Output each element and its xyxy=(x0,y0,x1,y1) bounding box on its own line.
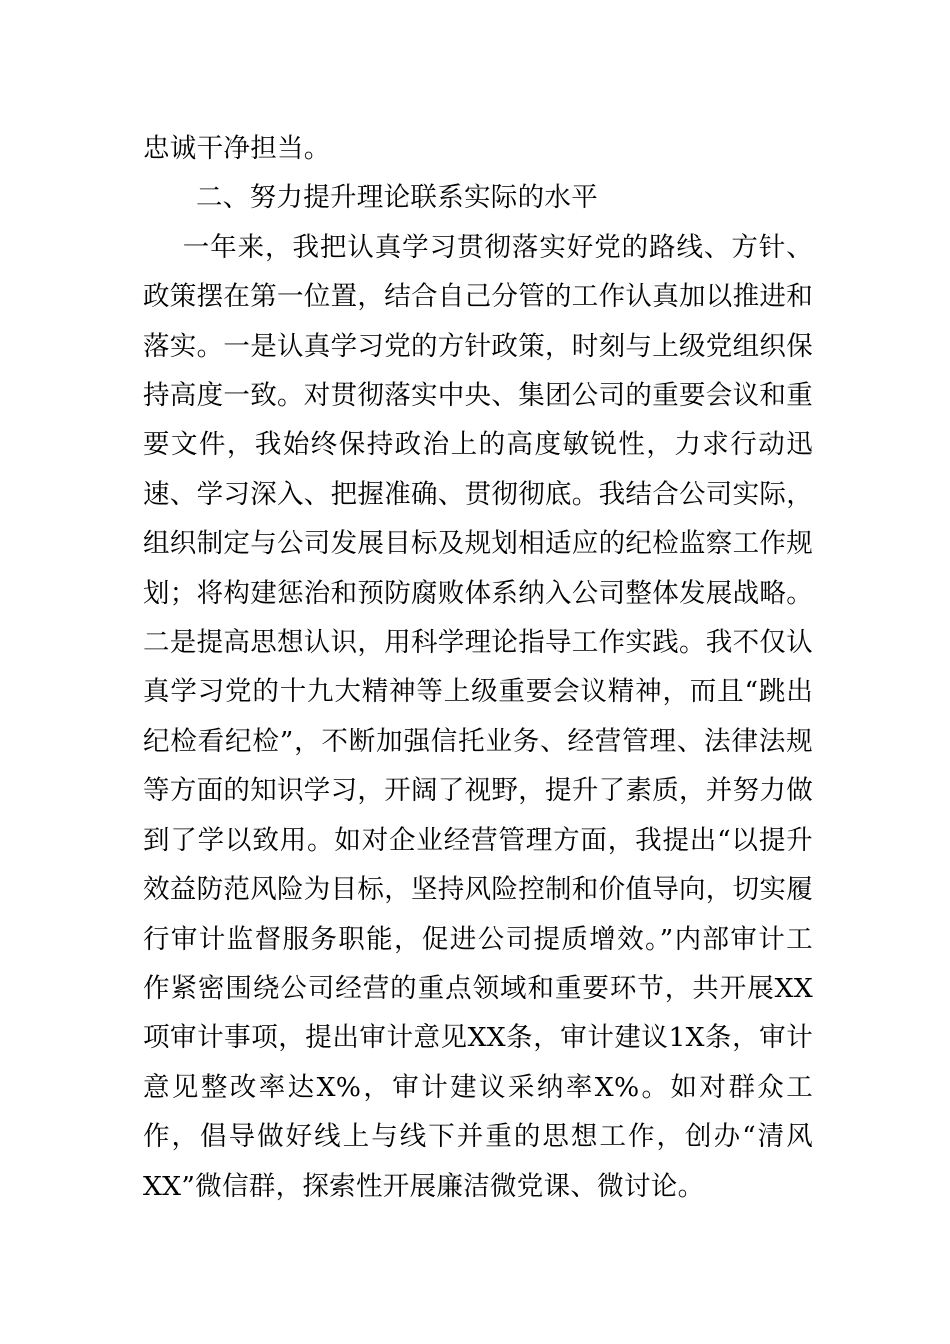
document-body xyxy=(143,124,813,1211)
body-paragraph: 一年来，我把认真学习贯彻落实好党的路线、方针、政策摆在第一位置，结合自己分管的工作认真加以推进和落实。一是认真学习党的方针政策，时刻与上级党组织保持高度一致。对贯彻落实中央、集团公司的重要会议和重要文件，我始终保持政治上的高度敏锐性，力求行动迅速、学习深入、把握准确、贯彻彻底。我结合公司实际，组织制定与公司发展目标及规划相适应的纪检监察工作规划；将构建惩治和预防腐败体系纳入公司整体发展战略。二是提高思想认识，用科学理论指导工作实践。我不仅认真学习党的十九大精神等上级重要会议精神，而且“跳出纪检看纪检”，不断加强信托业务、经营管理、法律法规等方面的知识学习，开阔了视野，提升了素质，并努力做到了学以致用。如对企业经营管理方面，我提出“以提升效益防范风险为目标，坚持风险控制和价值导向，切实履行审计监督服务职能，促进公司提质增效。”内部审计工作紧密围绕公司经营的重点领域和重要环节，共开展XX项审计事项，提出审计意见XX条，审计建议1X条，审计意见整改率达X%，审计建议采纳率X%。如对群众工作，倡导做好线上与线下并重的思想工作，创办“清风XX”微信群，探索性开展廉洁微党课、微讨论。 xyxy=(143,231,814,1202)
section-heading: 二、努力提升理论联系实际的水平 xyxy=(196,182,598,214)
continuation-paragraph: 忠诚干净担当。 xyxy=(143,133,331,164)
